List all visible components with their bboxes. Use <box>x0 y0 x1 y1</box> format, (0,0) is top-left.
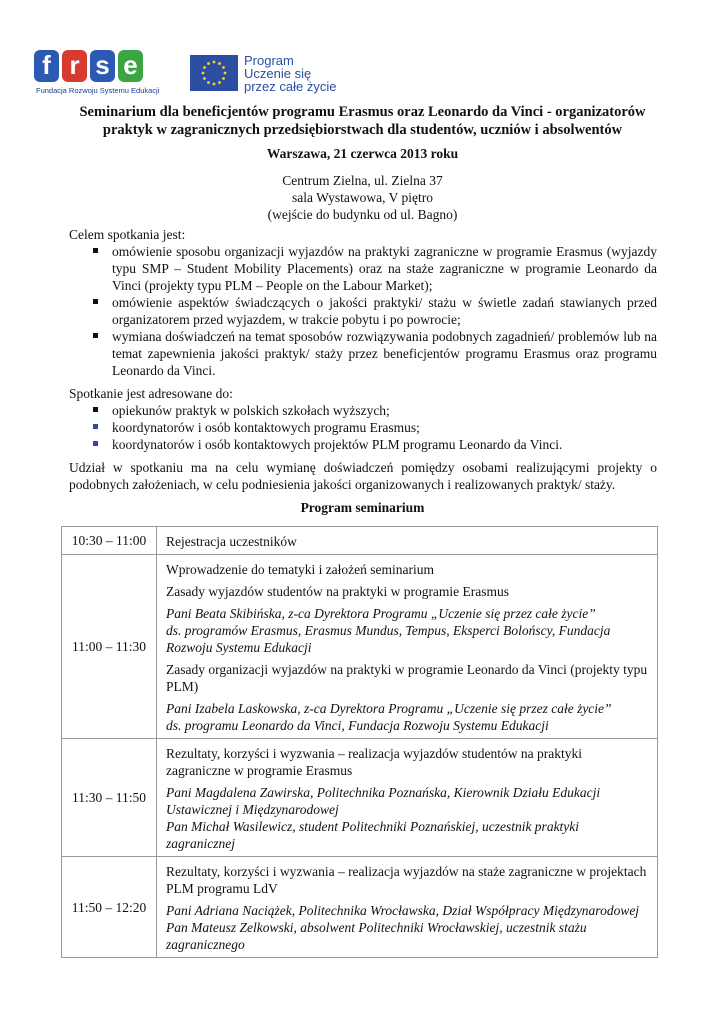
eu-star-icon <box>222 77 225 80</box>
bullet-square-icon <box>93 424 98 429</box>
list-item-text: omówienie sposobu organizacji wyjazdów na praktyki zagraniczne w programie Erasmus (wyjazdy typu SMP – Student Mobility Placements) oraz na staże zagraniczne w programie Leonardo da Vinci (projekty typu PLM – People on the Labour Market); <box>112 244 657 293</box>
session-description <box>157 527 658 555</box>
list-item-text: omówienie aspektów świadczących o jakości praktyki/ stażu w świetle zadań stawianych przed organizatorem przed wyjazdem, w trakcie pobytu i po powrocie; <box>112 295 657 327</box>
session-time: 10:30 – 11:00 <box>62 527 157 555</box>
venue-line: (wejście do budynku od ul. Bagno) <box>267 207 458 222</box>
list-item <box>69 294 657 328</box>
audience-lead: Spotkanie jest adresowane do: <box>69 386 233 401</box>
eu-flag-icon <box>190 55 238 91</box>
session-description <box>157 739 658 857</box>
list-item <box>69 328 657 379</box>
session-topic: Rejestracja uczestników <box>166 534 297 549</box>
program-name-line: Uczenie się <box>244 66 312 81</box>
aims-lead: Celem spotkania jest: <box>69 227 186 242</box>
summary-paragraph: Udział w spotkaniu ma na celu wymianę doświadczeń pomiędzy osobami realizującymi projekty o podobnych założeniach, w celu podniesienia jakości organizowanych i realizowanych praktyk/ staży. <box>69 460 657 492</box>
program-table-body <box>62 527 658 958</box>
lifelong-learning-programme-logo <box>190 55 350 95</box>
eu-star-icon <box>218 62 221 65</box>
table-row <box>62 527 658 555</box>
session-description <box>157 555 658 739</box>
session-topic: Rezultaty, korzyści i wyzwania – realizacja wyjazdów na staże zagraniczne w projektach PLM programu LdV <box>166 864 647 896</box>
eu-star-icon <box>218 81 221 84</box>
program-name-line: przez całe życie <box>244 79 337 94</box>
session-speakers: Pani Beata Skibińska, z-ca Dyrektora Programu „Uczenie się przez całe życie” ds. programów Erasmus, Erasmus Mundus, Tempus, Eksperci Bolońscy, Fundacja Rozwoju Systemu Edukacji <box>166 606 611 655</box>
session-topic: Rezultaty, korzyści i wyzwania – realizacja wyjazdów studentów na praktyki zagraniczne w programie Erasmus <box>166 746 582 778</box>
eu-star-icon <box>207 62 210 65</box>
eu-star-icon <box>203 77 206 80</box>
session-time: 11:00 – 11:30 <box>62 555 157 739</box>
session-speakers: Pani Adriana Naciążek, Politechnika Wrocławska, Dział Współpracy Międzynarodowej Pan Mateusz Zelkowski, absolwent Politechniki Wrocławskiej, uczestnik stażu zagranicznego <box>166 903 640 952</box>
eu-flag-background <box>190 55 238 91</box>
bullet-square-icon <box>93 441 98 446</box>
eu-star-icon <box>222 66 225 69</box>
program-table <box>61 526 658 958</box>
frse-letters <box>34 50 143 84</box>
frse-letter: f <box>34 50 59 82</box>
list-item-text: koordynatorów i osób kontaktowych programu Erasmus; <box>112 420 420 435</box>
frse-letter: s <box>90 50 115 82</box>
eu-star-icon <box>202 72 205 75</box>
frse-letter: e <box>118 50 143 82</box>
eu-star-icon <box>213 83 216 86</box>
program-name-line: Program <box>244 53 294 68</box>
list-item <box>69 243 657 294</box>
document-body <box>69 226 657 493</box>
aims-list <box>69 243 657 379</box>
frse-letter: r <box>62 50 87 82</box>
session-description <box>157 857 658 958</box>
venue-line: Centrum Zielna, ul. Zielna 37 <box>282 173 443 188</box>
list-item <box>69 436 657 453</box>
event-date: Warszawa, 21 czerwca 2013 roku <box>266 146 459 161</box>
list-item-text: opiekunów praktyk w polskich szkołach wyższych; <box>112 403 390 418</box>
audience-list <box>69 402 657 453</box>
bullet-square-icon <box>93 299 98 304</box>
bullet-square-icon <box>93 333 98 338</box>
session-topic: Wprowadzenie do tematyki i założeń seminarium <box>166 562 435 577</box>
frse-tagline: Fundacja Rozwoju Systemu Edukacji <box>36 86 160 95</box>
frse-logo <box>34 50 160 96</box>
session-topic: Zasady wyjazdów studentów na praktyki w programie Erasmus <box>166 584 510 599</box>
table-row <box>62 857 658 958</box>
list-item-text: koordynatorów i osób kontaktowych projektów PLM programu Leonardo da Vinci. <box>112 437 563 452</box>
session-time: 11:50 – 12:20 <box>62 857 157 958</box>
document-title <box>62 103 663 139</box>
event-venue <box>62 172 663 223</box>
eu-star-icon <box>203 66 206 69</box>
bullet-square-icon <box>93 407 98 412</box>
session-speakers: Pani Magdalena Zawirska, Politechnika Poznańska, Kierownik Działu Edukacji Ustawicznej i Międzynarodowej Pan Michał Wasilewicz, student Politechniki Poznańskiej, uczestnik praktyki zagranicznej <box>166 785 601 851</box>
list-item <box>69 402 657 419</box>
bullet-square-icon <box>93 248 98 253</box>
program-heading: Program seminarium <box>300 500 425 515</box>
list-item-text: wymiana doświadczeń na temat sposobów rozwiązywania podobnych zagadnień/ problemów lub na temat zapewnienia jakości praktyk/ staży przez beneficjentów programu Erasmus oraz programu Leonardo da Vinci. <box>112 329 657 378</box>
eu-star-icon <box>224 72 227 75</box>
document-title-line: praktyk w zagranicznych przedsiębiorstwach dla studentów, uczniów i absolwentów <box>102 122 623 138</box>
session-speakers: Pani Izabela Laskowska, z-ca Dyrektora Programu „Uczenie się przez całe życie” ds. programu Leonardo da Vinci, Fundacja Rozwoju Systemu Edukacji <box>166 701 612 733</box>
list-item <box>69 419 657 436</box>
table-row <box>62 555 658 739</box>
program-name <box>244 54 336 93</box>
eu-star-icon <box>213 61 216 64</box>
session-topic: Zasady organizacji wyjazdów na praktyki w programie Leonardo da Vinci (projekty typu PLM) <box>166 662 648 694</box>
venue-line: sala Wystawowa, V piętro <box>292 190 433 205</box>
table-row <box>62 739 658 857</box>
eu-star-icon <box>207 81 210 84</box>
session-time: 11:30 – 11:50 <box>62 739 157 857</box>
document-title-line: Seminarium dla beneficjentów programu Erasmus oraz Leonardo da Vinci - organizatorów <box>79 104 646 120</box>
